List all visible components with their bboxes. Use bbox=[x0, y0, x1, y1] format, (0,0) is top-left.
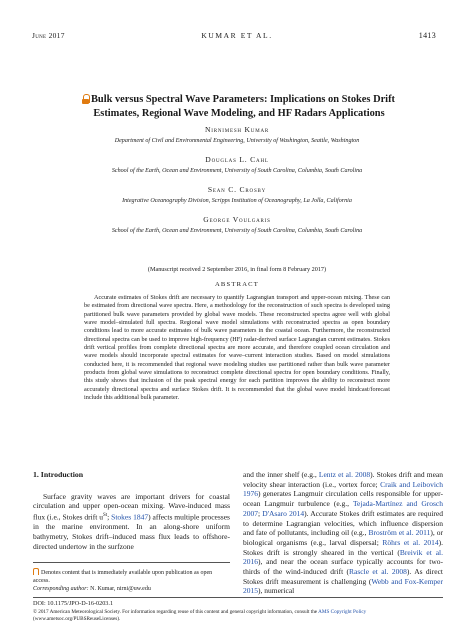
body-text: ), or biological organisms (e.g., larval dispersal; bbox=[243, 528, 443, 547]
article-title bbox=[44, 93, 434, 120]
body-text: ). Stokes drift and mean velocity shear interaction (i.e., vortex force; bbox=[243, 470, 444, 489]
citation-link[interactable]: Tejada-Martínez and Grosch 2007 bbox=[243, 499, 443, 518]
manuscript-dates: (Manuscript received 2 September 2016, in final form 8 February 2017) bbox=[147, 266, 327, 273]
author-affiliation: Department of Civil and Environmental Engineering, University of Washington, Seattle, Washington bbox=[114, 138, 360, 144]
footnote-divider bbox=[33, 562, 230, 563]
body-text: ), and near the ocean surface typically accounts for two-thirds of the wind-induced drift ( bbox=[243, 557, 443, 577]
corresponding-author bbox=[33, 586, 230, 594]
abstract-heading: ABSTRACT bbox=[214, 281, 260, 288]
body-text: ). Accurate Stokes drift estimates are required to determine Lagrangian velocities, which influence dispersion and fate of pollutants, including oil (e.g., bbox=[243, 508, 443, 538]
copyright-policy-link[interactable]: AMS Copyright Policy bbox=[318, 609, 367, 615]
body-text: ). Stokes drift is strongly sheared in the vertical ( bbox=[243, 537, 443, 557]
body-text: and the inner shelf (e.g., bbox=[243, 470, 319, 479]
citation-link[interactable]: D'Asaro 2014 bbox=[262, 508, 305, 518]
citation-link[interactable]: Craik and Leibovich 1976 bbox=[243, 479, 444, 499]
title-line-2: Estimates, Regional Wave Modeling, and HF Radars Applications bbox=[93, 107, 385, 119]
author-name: Sean C. Crosby bbox=[207, 185, 267, 194]
author-affiliation: School of the Earth, Ocean and Environment, University of South Carolina, Columbia, South Carolina bbox=[111, 168, 363, 174]
body-text: ), numerical bbox=[258, 586, 295, 596]
citation-link[interactable]: Broström et al. 2011 bbox=[368, 528, 431, 538]
open-access-footnote bbox=[33, 567, 230, 586]
superscript: St bbox=[102, 513, 108, 519]
footnote-text: Denotes content that is immediately available upon publication as open access. bbox=[33, 570, 213, 584]
body-text: ; bbox=[107, 512, 112, 522]
title-line-1: Bulk versus Spectral Wave Parameters: Implications on Stokes Drift bbox=[90, 94, 395, 105]
author-name: Nirnimesh Kumar bbox=[204, 125, 270, 134]
intro-paragraph bbox=[33, 492, 230, 552]
corresponding-label: Corresponding author: bbox=[33, 586, 89, 592]
citation-link[interactable]: Rascle et al. 2008 bbox=[349, 567, 407, 577]
copyright-text: © 2017 American Meteorological Society. For information regarding reuse of this content and general copyright information, consult the bbox=[33, 609, 319, 615]
doi[interactable]: DOI: 10.1175/JPO-D-16-0203.1 bbox=[33, 600, 114, 607]
author-name: George Voulgaris bbox=[203, 215, 271, 224]
author-affiliation: Integrative Oceanography Division, Scripps Institution of Oceanography, La Jolla, California bbox=[122, 198, 352, 204]
open-access-icon bbox=[33, 568, 39, 575]
body-text: Surface gravity waves are important drivers for coastal circulation and upper open-ocean mixing. Wave-induced mass flux (i.e., Stokes drift u bbox=[33, 491, 230, 522]
body-text: ) generates Langmuir circulation cells responsible for upper-ocean Langmuir turbulence (e.g., bbox=[243, 489, 443, 509]
citation-link[interactable]: Stokes 1847 bbox=[111, 512, 149, 522]
section-heading: 1. Introduction bbox=[33, 470, 84, 479]
citation-link[interactable]: Lentz et al. 2008 bbox=[318, 470, 371, 479]
running-header-authors: KUMAR ET AL. bbox=[201, 31, 273, 40]
copyright-notice bbox=[33, 609, 445, 622]
body-text: ) affects multiple processes in the marine environment. In an along-shore uniform bathymetry, Stokes drift–induced mass flux leads to offshore-directed undertow in the surfzone bbox=[33, 512, 230, 551]
footer-divider bbox=[33, 597, 443, 598]
body-text: ). As direct Stokes drift measurement is challenging ( bbox=[243, 567, 443, 586]
citation-link[interactable]: Breivik et al. 2016 bbox=[243, 547, 443, 567]
page-number: 1413 bbox=[418, 31, 436, 40]
author-affiliation: School of the Earth, Ocean and Environment, University of South Carolina, Columbia, South Carolina bbox=[111, 228, 363, 234]
body-text: ; bbox=[258, 508, 263, 518]
copyright-url: (www.ametsoc.org/PUBSReuseLicenses). bbox=[33, 615, 121, 622]
author-name: Douglas L. Cahl bbox=[205, 155, 269, 164]
citation-link[interactable]: Röhrs et al. 2014 bbox=[382, 537, 439, 547]
abstract-text: Accurate estimates of Stokes drift are necessary to quantify Lagrangian transport and upper-ocean mixing. These can be estimated from directional wave spectra. Here, a methodology for the reconstruction of such spectra is developed using partitioned bulk wave parameters provided by global wave models. These reconstructed spectra agree well with global wave model–simulated full spectra. Regional wave model simulations with reconstructed spectra as open boundary conditions lead to more accurate estimates of bulk wave parameters in the coastal ocean. Furthermore, the reconstructed directional spectra can be used to improve high-frequency (HF) radar-derived surface Lagrangian current estimates. Stokes drift vertical profiles from complete directional spectra are more accurate, and therefore coupled ocean circulation and wave models should incorporate spectral estimates for wave–current interaction studies. Based on model simulations conducted here, it is recommended that regional wave modeling studies use partitioned rather than bulk wave parameter products from global wave simulations to reconstruct complete directional spectra for open boundary conditions. Finally, this study shows that inclusion of the peak spectral energy for each partition improves the ability to reconstruct more accurately directional spectra and surface Stokes drift. It is recommended that the global wave model hindcast/forecast include this additional bulk parameter. bbox=[84, 294, 390, 402]
open-access-icon bbox=[83, 94, 90, 103]
corresponding-value: N. Kumar, nirni@uw.edu bbox=[88, 586, 151, 592]
left-column bbox=[33, 470, 230, 551]
citation-link[interactable]: Webb and Fox-Kemper 2015 bbox=[243, 576, 443, 596]
running-header-date: June 2017 bbox=[32, 31, 65, 40]
intro-paragraph-continued bbox=[243, 470, 443, 596]
right-column bbox=[243, 470, 443, 596]
